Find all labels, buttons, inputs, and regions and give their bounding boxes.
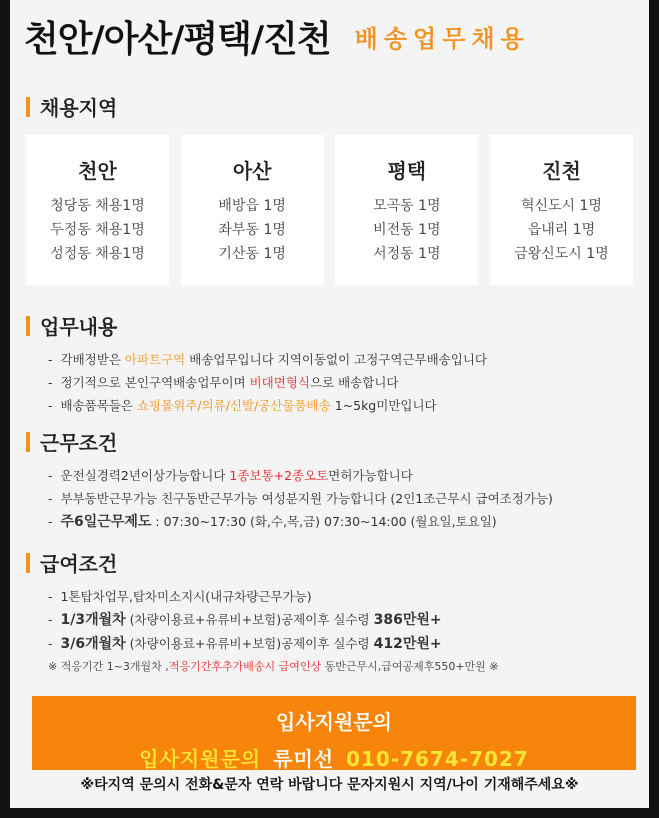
contact-line [32, 743, 636, 772]
section-bar-icon [26, 553, 30, 573]
page-subtitle: 배송업무채용 [354, 24, 530, 53]
contact-name: 류미선 [273, 747, 335, 771]
work-items [48, 348, 649, 417]
pay-items [48, 585, 649, 656]
region-line: 성정동 채용1명 [50, 246, 145, 262]
pay-section-header [26, 548, 649, 577]
work-item: - 각배정받은 아파트구역 배송업무입니다 지역이동없이 고정구역근무배송입니다 [48, 352, 487, 367]
work-item: - 배송품목들은 쇼핑몰위주/의류/신발/공산물품배송 1~5kg미만입니다 [48, 398, 437, 413]
regions-section-header [26, 92, 649, 121]
region-line: 혁신도시 1명 [520, 198, 602, 214]
pay-section-title: 급여조건 [40, 552, 118, 576]
region-line: 금왕신도시 1명 [514, 246, 609, 262]
contact-phone[interactable]: 010-7674-7027 [346, 747, 529, 771]
work-item: - 정기적으로 본인구역배송업무이며 비대면형식으로 배송합니다 [48, 375, 399, 390]
region-line: 모곡동 1명 [373, 198, 441, 214]
header [10, 0, 649, 72]
region-card-asan [181, 135, 324, 285]
conditions-section-header [26, 427, 649, 456]
work-section-header [26, 311, 649, 340]
section-bar-icon [26, 97, 30, 117]
footer-notice: ※타지역 문의시 전화&문자 연락 바랍니다 문자지원시 지역/나이 기재해주세요※ [80, 777, 579, 793]
regions-section-title: 채용지역 [40, 96, 118, 120]
section-bar-icon [26, 432, 30, 452]
region-line: 두정동 채용1명 [50, 222, 145, 238]
pay-item: - 3/6개월차 (차량이용료+유류비+보험)공제이후 실수령 412만원+ [48, 636, 442, 652]
region-name: 진천 [542, 159, 581, 183]
work-section-title: 업무내용 [40, 315, 118, 339]
pay-note: ※ 적응기간 1~3개월차 ,적응기간후추가배송시 급여인상 동반근무시,급여공제후550+만원 ※ [48, 660, 499, 673]
contact-title: 입사지원문의 [276, 710, 392, 734]
pay-item: - 1톤탑차업무,탑차미소지시(내규차량근무가능) [48, 589, 312, 604]
job-poster [10, 0, 649, 808]
condition-item: - 부부동반근무가능 친구동반근무가능 여성분지원 가능합니다 (2인1조근무시 급여조정가능) [48, 491, 553, 506]
region-card-pyeongtaek [335, 135, 478, 285]
region-card-jincheon [490, 135, 633, 285]
region-line: 읍내리 1명 [527, 222, 596, 238]
page-title: 천안/아산/평택/진천 [24, 18, 331, 60]
region-line: 서정동 1명 [373, 246, 441, 262]
contact-banner [32, 696, 636, 770]
region-name: 아산 [232, 159, 272, 183]
regions-grid [26, 135, 633, 285]
region-line: 좌부동 1명 [218, 222, 286, 238]
region-line: 배방읍 1명 [218, 198, 286, 214]
region-line: 비전동 1명 [373, 222, 441, 238]
section-bar-icon [26, 316, 30, 336]
conditions-items [48, 464, 649, 534]
condition-item: - 주6일근무제도 : 07:30~17:30 (화,수,목,금) 07:30~14:00 (월요일,토요일) [48, 514, 497, 530]
condition-item: - 운전실경력2년이상가능합니다 1종보통+2종오토면허가능합니다 [48, 468, 413, 483]
contact-label: 입사지원문의 [139, 747, 262, 771]
region-name: 평택 [387, 159, 427, 183]
region-line: 청당동 채용1명 [50, 198, 145, 214]
region-card-cheonan [26, 135, 169, 285]
pay-item: - 1/3개월차 (차량이용료+유류비+보험)공제이후 실수령 386만원+ [48, 612, 442, 628]
region-line: 기산동 1명 [218, 246, 286, 262]
conditions-section-title: 근무조건 [40, 431, 118, 455]
region-name: 천안 [78, 159, 117, 183]
